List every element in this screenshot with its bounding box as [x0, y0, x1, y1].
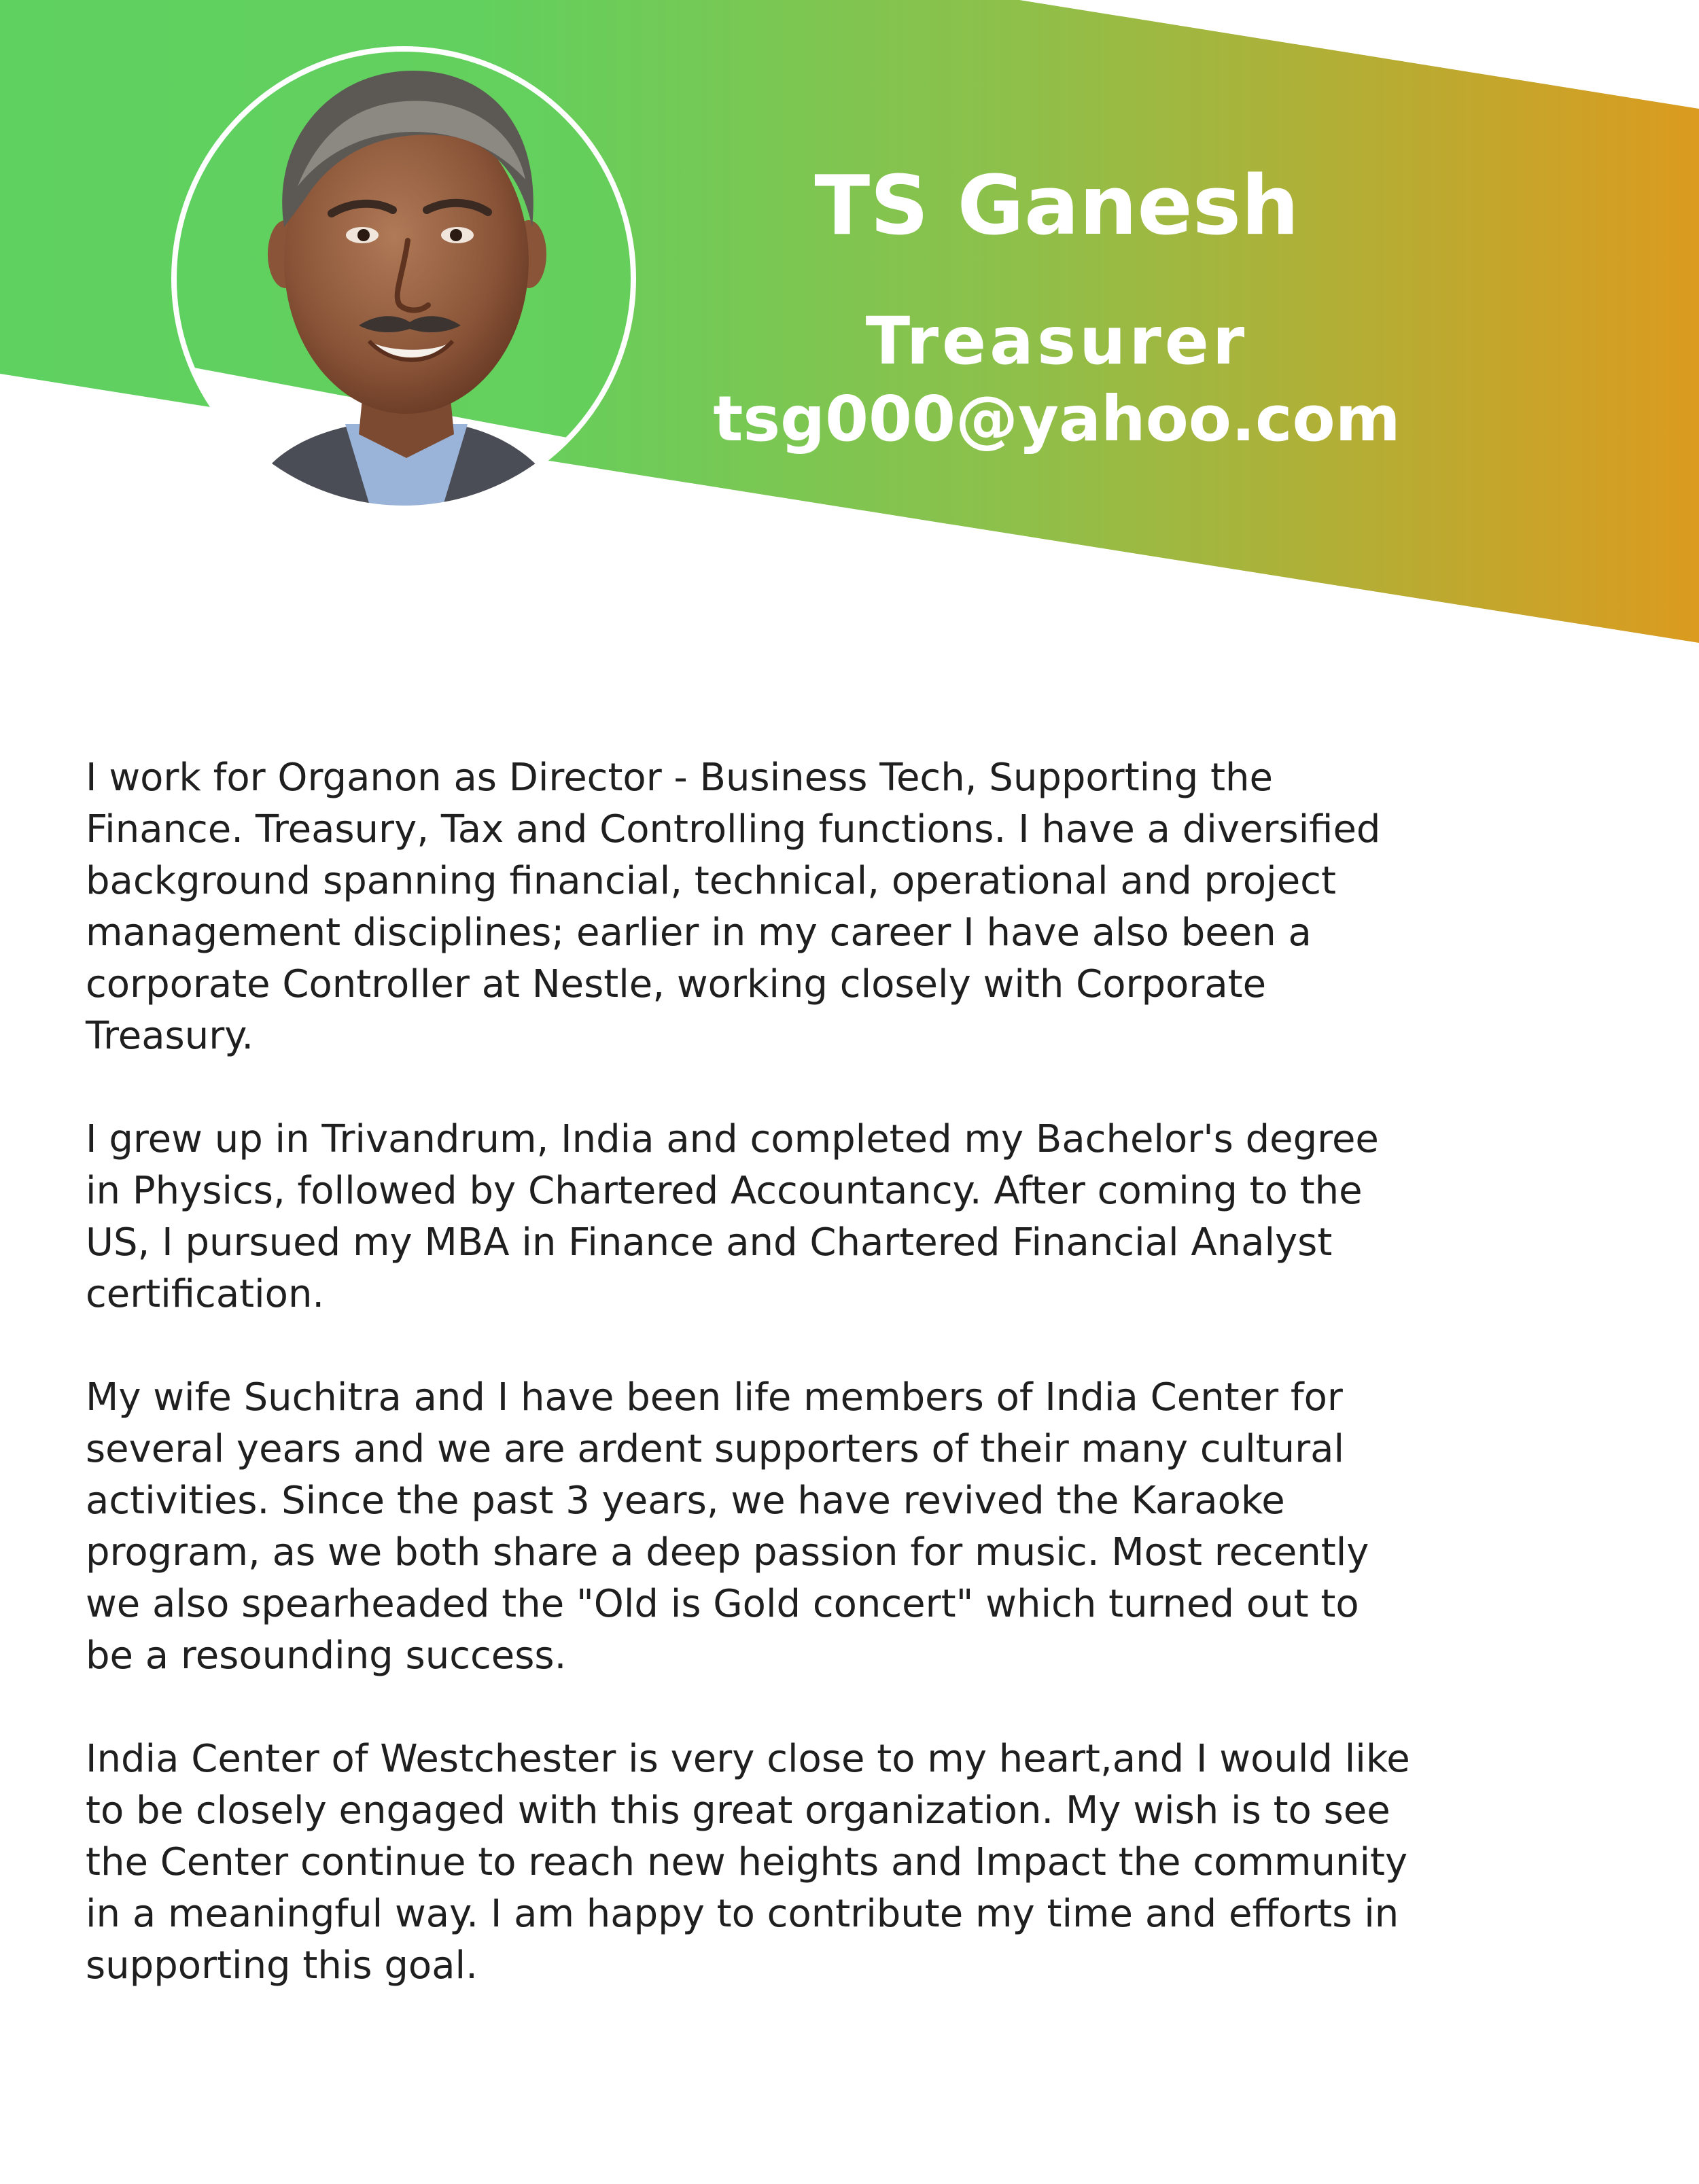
avatar — [169, 43, 640, 514]
bio-paragraph: My wife Suchitra and I have been life members of India Center for several years and we are ardent supporters of their many cultural activities. Since the past 3 years, we have revived the Karaoke program, as we both share a deep passion for music. Most recently we also spearheaded the "Old is Gold concert" which turned out to be a resounding success. — [86, 1375, 1369, 1678]
bio-paragraph: I grew up in Trivandrum, India and completed my Bachelor's degree in Physics, followed by Chartered Accountancy. After coming to the US, I pursued my MBA in Finance and Chartered Financial Analyst certification. — [86, 1117, 1379, 1316]
bio-section — [86, 752, 1513, 2043]
person-role: Treasurer — [865, 303, 1248, 379]
bio-paragraph: I work for Organon as Director - Business Tech, Supporting the Finance. Treasury, Tax and Controlling functions. I have a diversified background spanning financial, technical, operational and project management disciplines; earlier in my career I have also been a corporate Controller at Nestle, working closely with Corporate Treasury. — [86, 756, 1381, 1058]
bio-paragraph: India Center of Westchester is very close to my heart,and I would like to be closely engaged with this great organization. My wish is to see the Center continue to reach new heights and Impact the community in a meaningful way. I am happy to contribute my time and efforts in supporting this goal. — [86, 1737, 1410, 1988]
person-name: TS Ganesh — [814, 159, 1299, 253]
email-address[interactable]: tsg000@yahoo.com — [713, 383, 1401, 455]
